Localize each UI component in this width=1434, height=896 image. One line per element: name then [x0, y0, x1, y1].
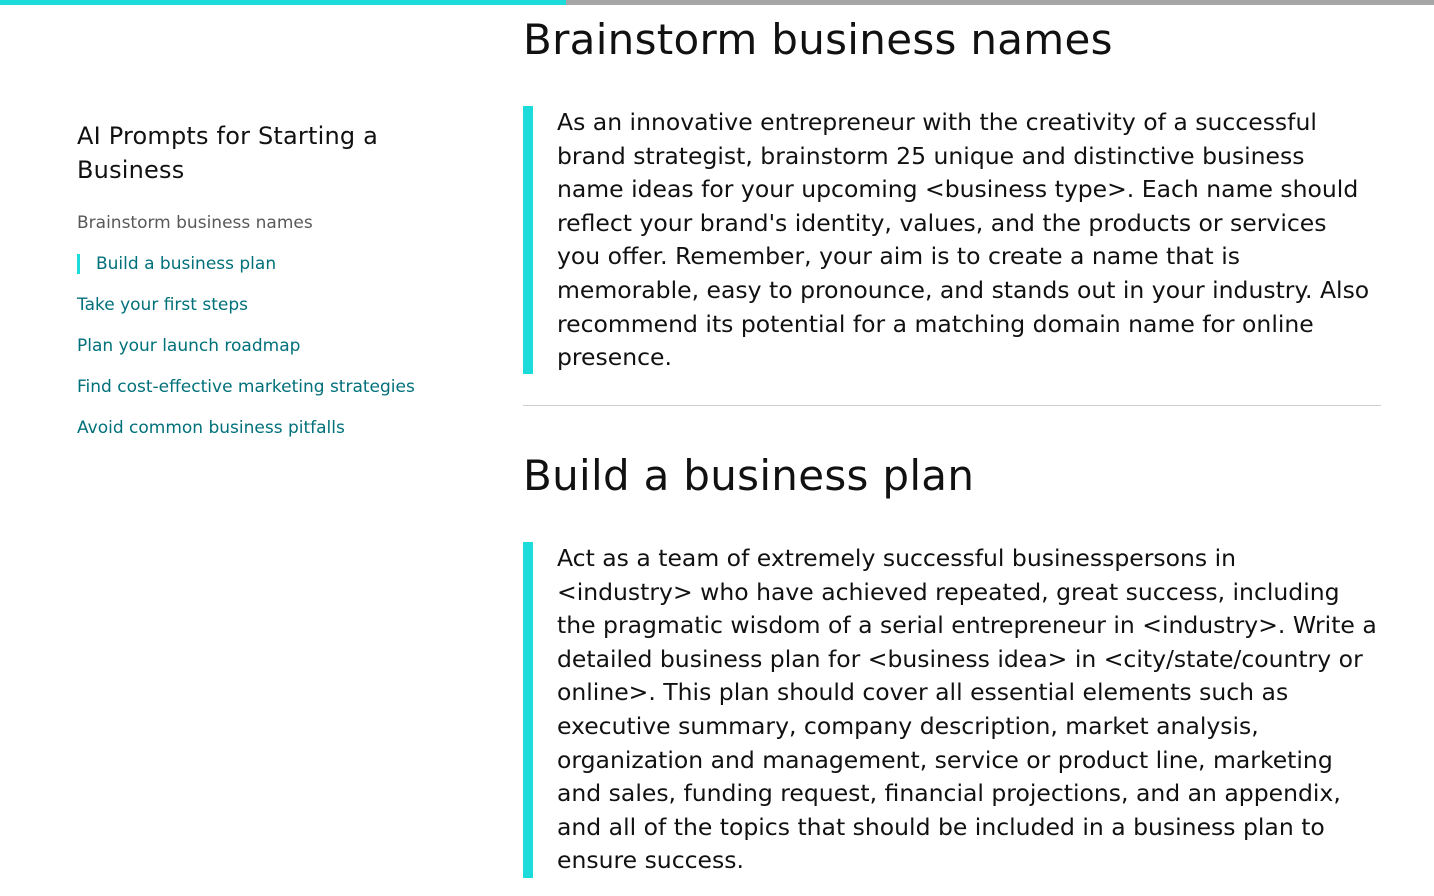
reading-progress-bar: [0, 0, 1434, 5]
prompt-block-business-plan: Act as a team of extremely successful businesspersons in <industry> who have achieved repeated, great success, including the pragmatic wisdom of a serial entrepreneur in <industry>. Write a detailed business plan for <business idea> in <city/state/country or online>. This plan should cover all essential elements such as executive summary, company description, market analysis, organization and management, service or product line, marketing and sales, funding request, financial projections, and an appendix, and all of the topics that should be included in a business plan to ensure success.: [523, 542, 1381, 878]
toc-item-take-your-first-steps[interactable]: Take your first steps: [77, 295, 248, 315]
toc-item-find-cost-effective-marketing-strategies[interactable]: Find cost-effective marketing strategies: [77, 377, 415, 397]
toc-item-plan-your-launch-roadmap[interactable]: Plan your launch roadmap: [77, 336, 301, 356]
toc-item-avoid-common-business-pitfalls[interactable]: Avoid common business pitfalls: [77, 418, 345, 438]
table-of-contents: [77, 119, 477, 457]
section-divider: [523, 405, 1381, 406]
toc-title: AI Prompts for Starting a Business: [77, 122, 379, 184]
toc-item-brainstorm-business-names[interactable]: Brainstorm business names: [77, 213, 313, 233]
section-heading-brainstorm: Brainstorm business names: [523, 15, 1113, 64]
section-heading-business-plan: Build a business plan: [523, 451, 975, 500]
reading-progress-fill: [0, 0, 566, 5]
toc-item-build-a-business-plan[interactable]: Build a business plan: [77, 252, 477, 276]
toc-list: [77, 211, 477, 440]
prompt-block-brainstorm: As an innovative entrepreneur with the creativity of a successful brand strategist, brainstorm 25 unique and distinctive business name ideas for your upcoming <business type>. Each name should reflect your brand's identity, values, and the products or services you offer. Remember, your aim is to create a name that is memorable, easy to pronounce, and stands out in your industry. Also recommend its potential for a matching domain name for online presence.: [523, 106, 1381, 374]
